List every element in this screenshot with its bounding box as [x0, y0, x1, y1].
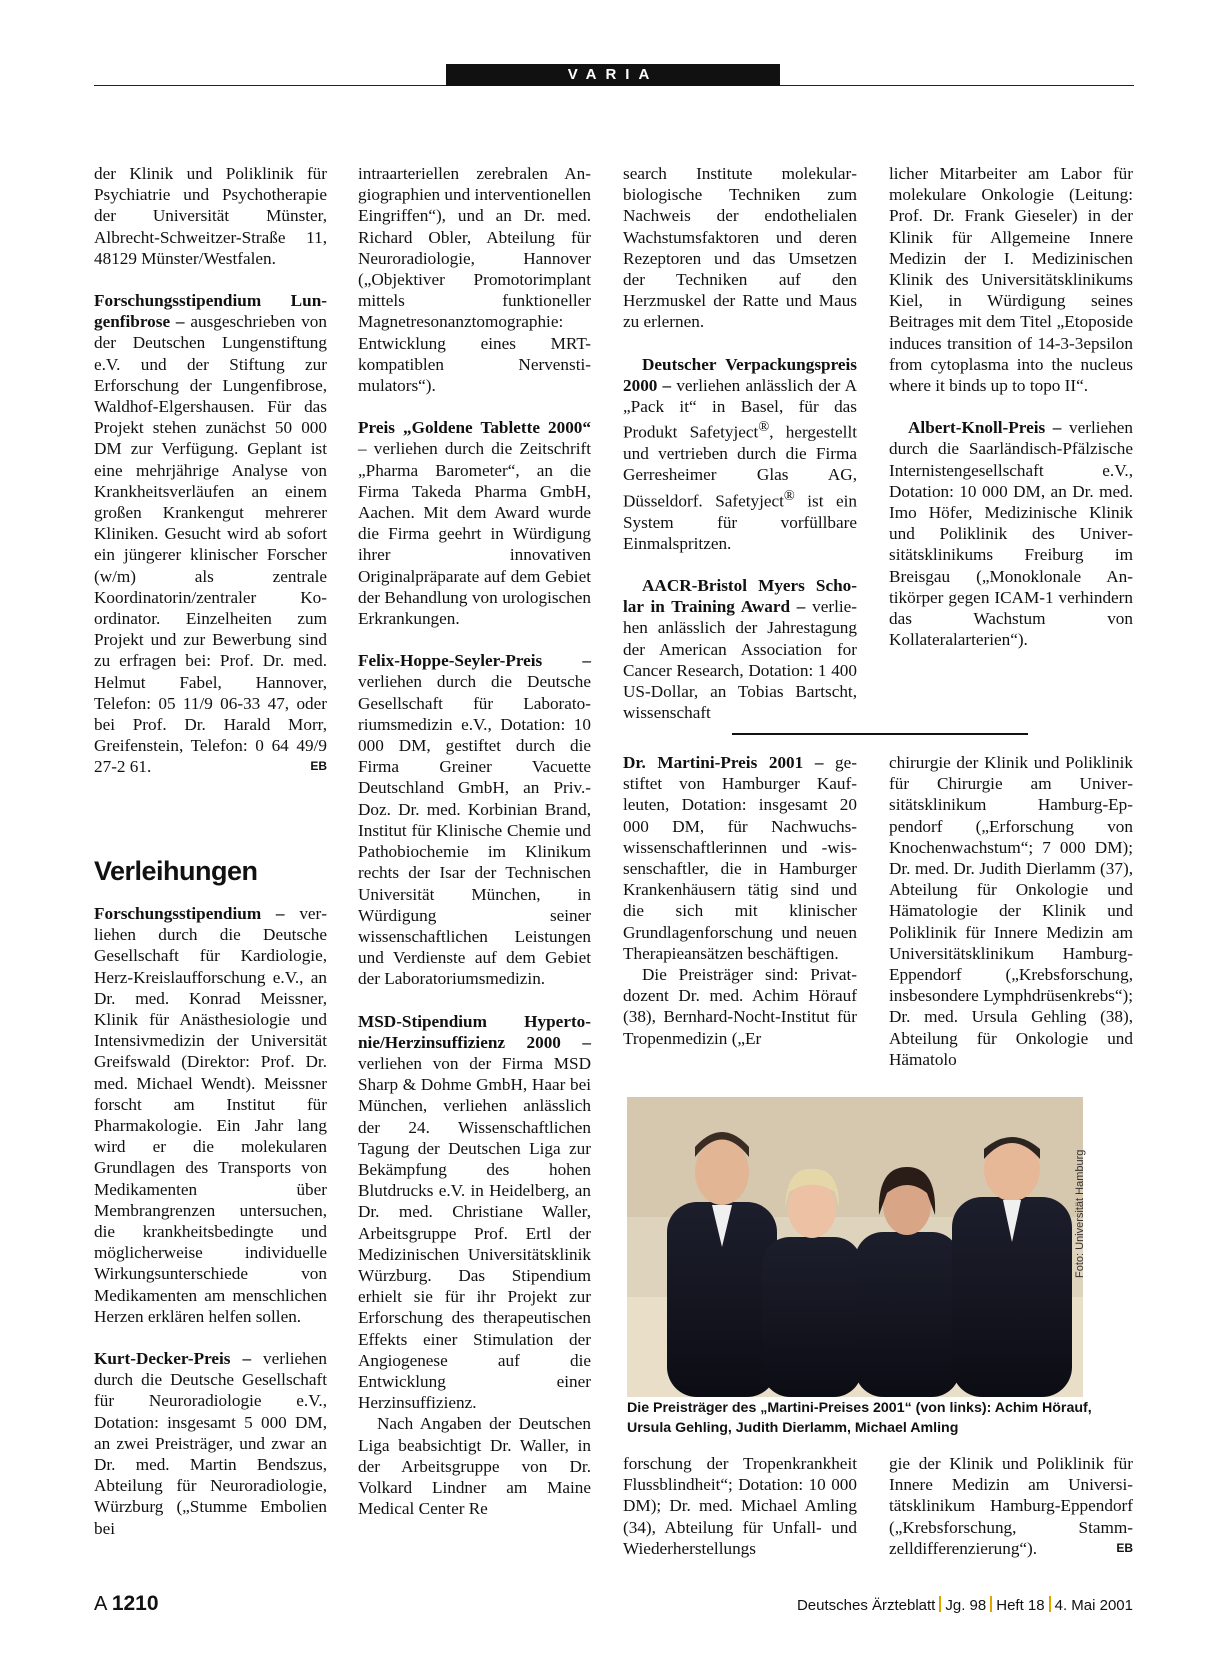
goldene-tablette-title: Preis „Goldene Tablette 2000“	[358, 418, 591, 438]
col4-continuation: licher Mitarbeiter am Labor für molekulare Onkologie (Leitung: Prof. Dr. Frank Gieseler) in der Klinik für Allgemeine Innere Medizin der I. Medizinischen Klinik des Universitätsklinikums Kiel, in Würdigung seines Beitrages mit dem Titel „Etoposide induces transition of 14-3-3epsilon from cytoplasma into the nucleus where it binds up to topo II“.	[889, 164, 1133, 396]
martini-bottom-left-text: forschung der Tropenkrankheit Flussblindheit“; Dotation: 10 000 DM); Dr. med. Michael Amling (34), Abteilung für Unfall- und Wiederherstellungs	[623, 1454, 857, 1558]
column-4	[889, 163, 1133, 650]
goldene-tablette-body: – verliehen durch die Zeitschrift „Pharma Barometer“, an die Firma Takeda Pharma GmbH, Aachen. Mit dem Award wurde die Firma geehrt in Würdigung ihrer innovativen Originalpräparate auf dem Gebiet der Behandlung von urologischen Erkrankungen.	[358, 439, 591, 629]
photo-credit: Foto: Universität Hamburg	[1074, 1149, 1086, 1278]
kurt-decker-paragraph	[94, 1348, 327, 1539]
msd-stipendium-paragraph	[358, 1011, 591, 1414]
article-divider	[732, 733, 1028, 735]
martini-paragraph	[623, 752, 857, 964]
msd-stipendium-body: verliehen von der Firma MSD Sharp & Dohme GmbH, Haar bei München, verliehen anlässlich der 24. Wissenschaftlichen Tagung der Deutschen Liga zur Bekämpfung des hohen Blutdrucks e.V. in Heidelberg, an Dr. med. Christiane Waller, Arbeitsgruppe Prof. Ertl der Medizinischen Universitätsklinik Würzburg. Das Stipendium erhielt sie für ihr Projekt zur Erforschung des therapeutischen Effekts einer Stimulation der Angiogenese auf die Entwicklung einer Herzinsuffizienz.	[358, 1053, 591, 1413]
aacr-paragraph	[623, 575, 857, 723]
eb-signature: EB	[1116, 1540, 1133, 1555]
kurt-decker-title: Kurt-Decker-Preis –	[94, 1349, 252, 1369]
albert-knoll-body: verliehen durch die Saarländisch-Pfälzische Internistengesellschaft e.V., Dotation: 10 000 DM, an Dr. med. Imo Höfer, Medizinische Klinik und Poliklinik des Universitätsklinikums Freiburg im Breisgau („Monoklonale Antikörper gegen ICAM-1 verhindern das Wachstum von Kollateralarterien“).	[889, 418, 1133, 650]
section-heading-verleihungen: Verleihungen	[94, 856, 258, 886]
column-1	[94, 163, 327, 778]
verpackungspreis-title: Deutscher Verpackungspreis 2000 –	[623, 354, 857, 395]
aacr-title: AACR-Bristol Myers Scholar in Training Award –	[623, 575, 857, 617]
martini-left	[623, 752, 857, 1049]
registered-mark: ®	[783, 487, 795, 504]
photo-illustration	[627, 1097, 1083, 1397]
col1-intro: der Klinik und Poliklinik für Psychiatrie und Psychotherapie der Universität Münster, Albrecht-Schweitzer-Straße 11, 48129 Münster/Westfalen.	[94, 164, 327, 268]
forschungsstipendium-body: verliehen durch die Deutsche Gesellschaft für Kardiologie, Herz-Kreislaufforschung e.V., an Dr. med. Konrad Meissner, Klinik für Anästhesiologie und Intensivmedizin der Universität Greifswald (Direktor: Prof. Dr. med. Michael Wendt). Meissner forscht am Institut für Pharmakologie. Ein Jahr lang wird er die molekularen Grundlagen des Transports von Medikamenten über Membrangrenzen untersuchen, die krankheitsbedingte und möglicherweise individuelle Wirkungsunterschiede von Medikamenten am menschlichen Herzen erklären helfen sollen.	[94, 904, 327, 1326]
martini-body: gestiftet von Hamburger Kaufleuten, Dotation: insgesamt 20 000 DM, für Nachwuchswissenschaftlerinnen und -wissenschaftler, die in Hamburger Krankenhäusern tätig sind und die sich mit klinischer Grundlagenforschung und neuen Therapieansätzen beschäftigen.	[623, 753, 857, 963]
verpackungspreis-body-1: verliehen anlässlich der A „Pack it“ in Basel, für das Produkt Safetyject	[623, 375, 857, 442]
column-2	[358, 163, 591, 1519]
aacr-body: verliehen anlässlich der Jahrestagung der American Association for Cancer Research, Dotation: 1 400 US-Dollar, an Tobias Bartscht, wissenschaft	[623, 597, 857, 723]
registered-mark: ®	[758, 419, 770, 436]
lungenfibrose-body: ausgeschrieben von der Deutschen Lungenstiftung e.V. und der Stiftung zur Erforschung der Lungenfibrose, Waldhof-Elgershausen. Für das Projekt stehen zunächst 50 000 DM zur Verfügung. Geplant ist eine mehrjährige Analyse von Krankheitsverläufen an einem großen Krankengut mehrerer Kliniken. Gesucht wird ab sofort ein jüngerer klinischer Forscher (w/m) als zentrale Koordinatorin/zentraler Koordinator. Einzelheiten zum Projekt und zur Bewerbung sind zu erfragen bei: Prof. Dr. med. Helmut Fabel, Hannover, Telefon: 05 11/9 06-33 47, oder bei Prof. Dr. Harald Morr, Greifenstein, Telefon: 0 64 49/9 27-2 61.	[94, 312, 327, 777]
award-winners-photo	[627, 1097, 1083, 1397]
column-3	[623, 163, 857, 723]
journal-date: 4. Mai 2001	[1054, 1597, 1133, 1614]
footer-separator	[1049, 1596, 1051, 1612]
martini-bottom-right-text: gie der Klinik und Poliklinik für Innere Medizin am Universitätsklinikum Hamburg-Eppendorf („Krebsforschung, Stammzelldifferenzierung“).	[889, 1454, 1133, 1558]
martini-bottom-right	[889, 1453, 1133, 1559]
col3-continuation: search Institute molekularbiologische Techniken zum Nachweis der endothelialen Wachstumsfaktoren und deren Rezeptoren und das Umsetzen der Techniken auf den Herzmuskel der Ratte und Maus zu erlernen.	[623, 164, 857, 332]
felix-hoppe-seyler-body: verliehen durch die Deutsche Gesellschaft für Laboratoriumsmedizin e.V., Dotation: 10 000 DM, gestiftet durch die Firma Greiner Vacuette Deutschland GmbH, an Priv.-Doz. Dr. med. Korbinian Brand, Institut für Klinische Chemie und Pathobiochemie im Klinikum rechts der Isar der Technischen Universität München, in Würdigung seiner wissenschaftlichen Leistungen und Verdienste auf dem Gebiet der Laboratoriumsmedizin.	[358, 672, 591, 989]
column-1-lower	[94, 903, 327, 1539]
verpackungspreis-body-3: ist ein System für vorfüllbare Einmalspritzen.	[623, 491, 857, 553]
verpackungspreis-body-2: , hergestellt und vertrieben durch die Firma Gerresheimer Glas AG, Düsseldorf. Safetyject	[623, 422, 857, 511]
deutsche-liga-paragraph: Nach Angaben der Deutschen Liga beabsichtigt Dr. Waller, in der Arbeitsgruppe von Dr. Volkard Lindner am Maine Medical Center Re	[358, 1414, 591, 1519]
journal-footer	[797, 1596, 1133, 1616]
albert-knoll-title: Albert-Knoll-Preis –	[908, 418, 1062, 438]
forschungsstipendium-title: Forschungsstipendium –	[94, 904, 285, 923]
martini-title: Dr. Martini-Preis 2001 –	[623, 753, 824, 772]
felix-hoppe-seyler-paragraph	[358, 650, 591, 989]
albert-knoll-paragraph	[889, 417, 1133, 650]
msd-stipendium-title: MSD-Stipendium Hypertonie/Herzinsuffizienz 2000 –	[358, 1011, 591, 1052]
journal-name: Deutsches Ärzteblatt	[796, 1597, 936, 1614]
page-prefix: A	[94, 1593, 107, 1615]
felix-hoppe-seyler-title: Felix-Hoppe-Seyler-Preis –	[358, 651, 591, 671]
journal-issue: Heft 18	[996, 1597, 1045, 1614]
eb-signature: EB	[310, 759, 327, 774]
goldene-tablette-paragraph	[358, 417, 591, 629]
footer-separator	[939, 1596, 941, 1612]
kurt-decker-body: verliehen durch die Deutsche Gesellschaft für Neuroradiologie e.V., Dotation: insgesamt 5 000 DM, an zwei Preisträger, und zwar an Dr. med. Martin Bendszus, Abteilung für Neuroradiologie, Würzburg („Stumme Embolien bei	[94, 1349, 327, 1538]
col2-continuation: intraarteriellen zerebralen Angiographien und interventionellen Eingriffen“), und an Dr. med. Richard Obler, Abteilung für Neuroradiologie, Hannover („Objektiver Promotorimplant mittels funktioneller Magnetresonanztomographie: Entwicklung eines MRT-kompatiblen Nervenstimulators“).	[358, 164, 591, 396]
martini-bottom-right-paragraph	[889, 1453, 1133, 1559]
martini-bottom-left	[623, 1453, 857, 1559]
forschungsstipendium-paragraph	[94, 903, 327, 1327]
martini-winners: Die Preisträger sind: Privatdozent Dr. med. Achim Hörauf (38), Bernhard-Nocht-Institut für Tropenmedizin („Er	[623, 965, 857, 1048]
section-label: VARIA	[446, 64, 780, 86]
lungenfibrose-paragraph	[94, 290, 327, 778]
page-number-value: 1210	[111, 1592, 159, 1615]
footer-separator	[990, 1596, 992, 1612]
lungenfibrose-title: Forschungsstipendium Lungenfibrose –	[94, 291, 327, 332]
verpackungspreis-paragraph	[623, 354, 857, 554]
photo-caption: Die Preisträger des „Martini-Preises 2001“ (von links): Achim Hörauf, Ursula Gehling, Judith Dierlamm, Michael Amling	[627, 1400, 1092, 1436]
journal-volume: Jg. 98	[945, 1597, 987, 1614]
martini-right	[889, 752, 1133, 1070]
page-number	[94, 1592, 159, 1616]
martini-right-text: chirurgie der Klinik und Poliklinik für Chirurgie am Universitätsklinikum Hamburg-Eppendorf („Erforschung von Knochenwachstum“; 7 000 DM); Dr. med. Dr. Judith Dierlamm (37), Abteilung für Onkologie und Hämatologie der Klinik und Poliklinik für Innere Medizin am Universitätsklinikum Hamburg-Eppendorf („Krebsforschung, insbesondere Lymphdrüsenkrebs“); Dr. med. Ursula Gehling (38), Abteilung für Onkologie und Hämatolo	[889, 753, 1133, 1069]
